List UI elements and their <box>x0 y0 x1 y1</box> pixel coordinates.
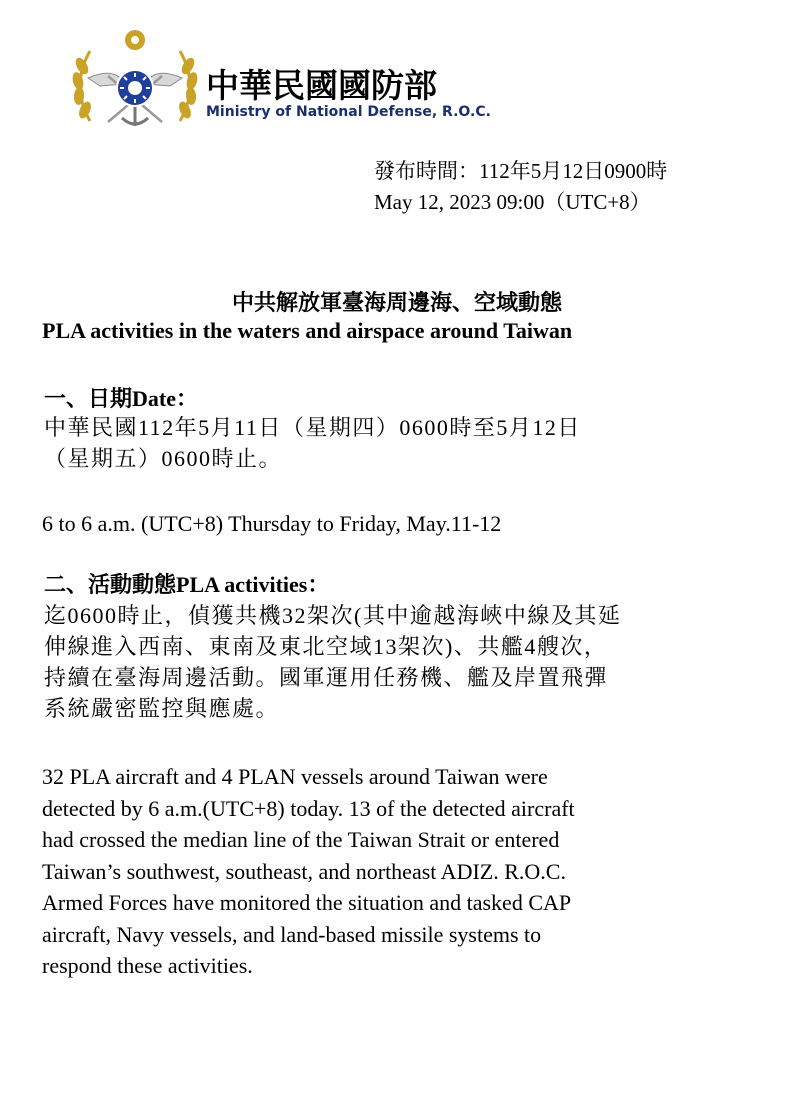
paragraph-line: had crossed the median line of the Taiwan Strait or entered <box>42 827 560 852</box>
release-time-en: May 12, 2023 09:00（UTC+8） <box>374 190 651 214</box>
org-name-en: Ministry of National Defense, R.O.C. <box>206 104 491 120</box>
section-activities-zh <box>44 600 754 724</box>
org-name-zh: 中華民國國防部 <box>206 66 437 105</box>
paragraph-line: 系統嚴密監控與應處。 <box>44 696 280 721</box>
letterhead <box>60 26 760 146</box>
section-date-zh <box>44 412 754 474</box>
paragraph-line: 6 to 6 a.m. (UTC+8) Thursday to Friday, May.11-12 <box>42 511 502 536</box>
paragraph-line: 迄0600時止，偵獲共機32架次(其中逾越海峽中線及其延 <box>44 603 622 628</box>
section-date-en <box>42 508 762 540</box>
paragraph-line: 32 PLA aircraft and 4 PLAN vessels around Taiwan were <box>42 764 548 789</box>
paragraph-line: 持續在臺海周邊活動。國軍運用任務機、艦及岸置飛彈 <box>44 665 609 690</box>
release-time-zh: 發布時間：112年5月12日0900時 <box>374 159 668 183</box>
document-title-zh: 中共解放軍臺海周邊海、空域動態 <box>231 290 562 315</box>
paragraph-line: Armed Forces have monitored the situation and tasked CAP <box>42 890 572 915</box>
section-activities-heading: 二、活動動態PLA activities： <box>44 572 330 597</box>
section-date-heading: 一、日期Date： <box>44 386 198 411</box>
section-activities-en <box>42 761 762 982</box>
paragraph-line: 中華民國112年5月11日（星期四）0600時至5月12日 <box>44 415 581 440</box>
paragraph-line: Taiwan’s southwest, southeast, and northeast ADIZ. R.O.C. <box>42 858 566 884</box>
mnd-emblem-icon <box>60 26 210 136</box>
paragraph-line: respond these activities. <box>42 953 253 978</box>
release-time <box>374 156 667 218</box>
paragraph-line: detected by 6 a.m.(UTC+8) today. 13 of the detected aircraft <box>42 795 575 821</box>
paragraph-line: （星期五）0600時止。 <box>44 446 283 471</box>
document-title-en: PLA activities in the waters and airspace around Taiwan <box>42 318 573 343</box>
paragraph-line: 伸線進入西南、東南及東北空域13架次)、共艦4艘次， <box>44 634 608 659</box>
paragraph-line: aircraft, Navy vessels, and land-based missile systems to <box>42 921 542 947</box>
